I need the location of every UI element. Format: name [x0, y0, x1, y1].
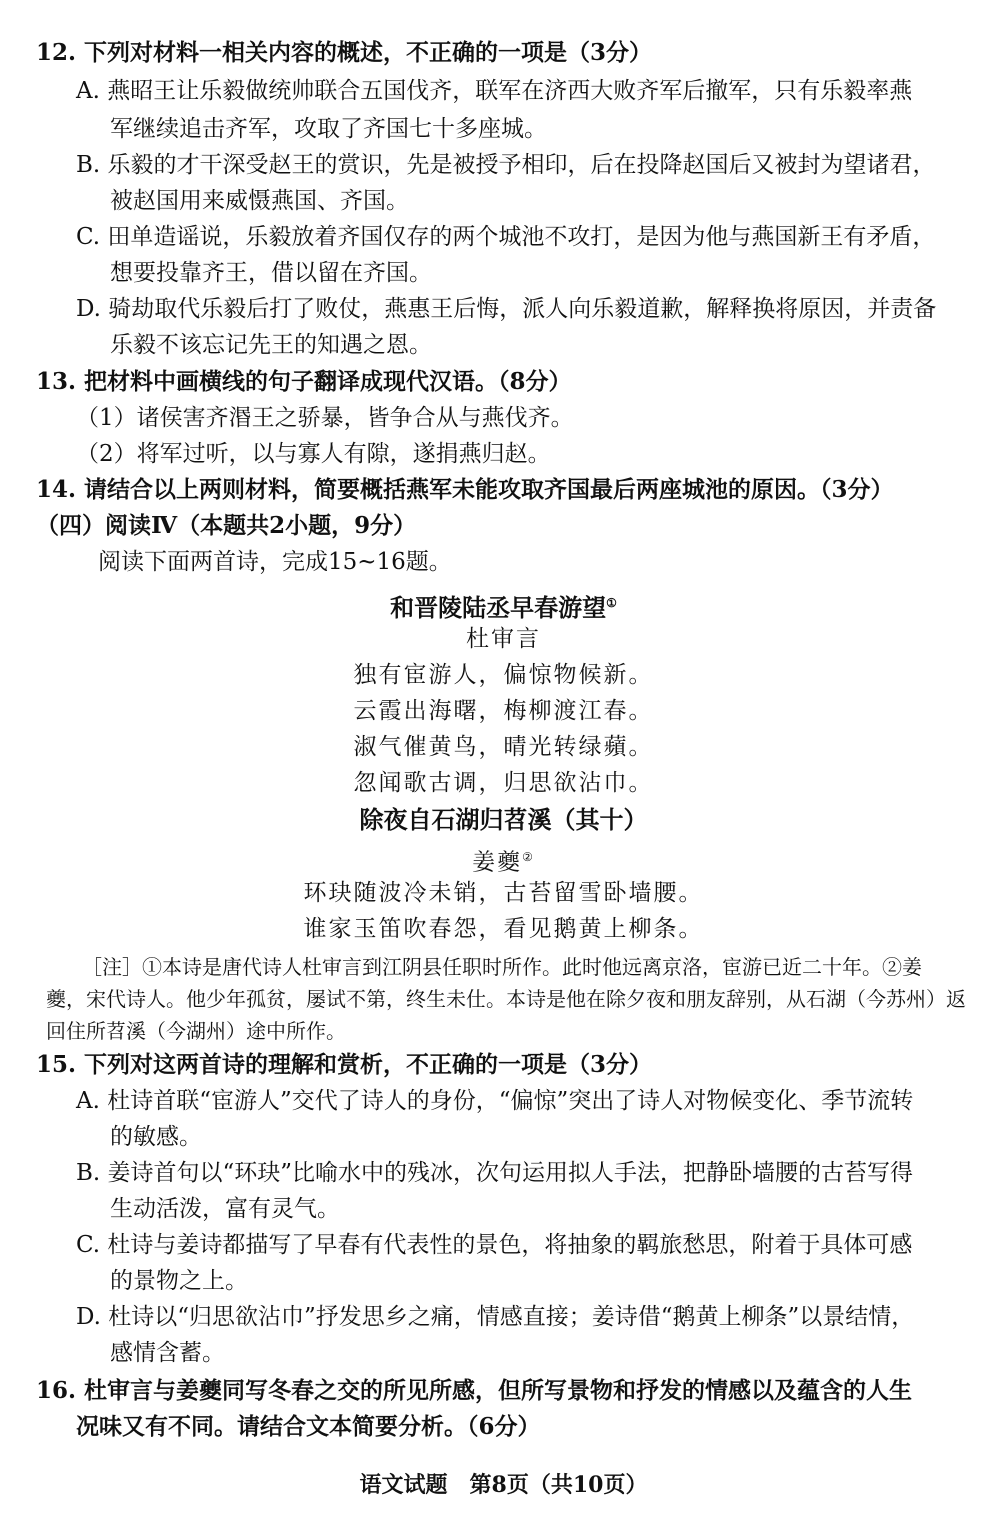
q15-option-d: D. 杜诗以“归思欲沾巾”抒发思乡之痛，情感直接；姜诗借“鹅黄上柳条”以景结情，: [76, 1304, 915, 1330]
q14-stem: 14. 请结合以上两则材料，简要概括燕军未能攻取齐国最后两座城池的原因。（3分）: [36, 476, 894, 503]
q15-option-c-cont: 的景物之上。: [110, 1268, 248, 1294]
q15-option-c: C. 杜诗与姜诗都描写了早春有代表性的景色，将抽象的羁旅愁思，附着于具体可感: [76, 1232, 913, 1258]
poem1-title-line: [0, 588, 1007, 623]
q15-option-b-cont: 生动活泼，富有灵气。: [110, 1196, 340, 1222]
q12-option-b-cont: 被赵国用来威慑燕国、齐国。: [110, 188, 409, 214]
note-line-1: ［注］①本诗是唐代诗人杜审言到江阴县任职时所作。此时他远离京洛，宦游已近二十年。②姜: [82, 955, 922, 979]
q15-option-d-cont: 感情含蓄。: [110, 1340, 225, 1366]
q13-sentence-1: （1）诸侯害齐湣王之骄暴，皆争合从与燕伐齐。: [76, 405, 574, 431]
q15-option-b: B. 姜诗首句以“环玦”比喻水中的残冰，次句运用拟人手法，把静卧墙腰的古苔写得: [76, 1160, 914, 1186]
poem2-author-line: [0, 842, 1007, 878]
q12-option-c: C. 田单造谣说，乐毅放着齐国仅存的两个城池不攻打，是因为他与燕国新王有矛盾，: [76, 224, 936, 250]
section-instruction: 阅读下面两首诗，完成15~16题。: [98, 549, 452, 575]
poem2-line-1: 环玦随波冷未销，古苔留雪卧墙腰。: [303, 880, 704, 906]
q12-option-d: D. 骑劫取代乐毅后打了败仗，燕惠王后悔，派人向乐毅道歉，解释换将原因，并责备: [76, 296, 937, 322]
page-footer: 语文试题 第8页（共10页）: [359, 1472, 648, 1498]
poem2-line-2: 谁家玉笛吹春怨，看见鹅黄上柳条。: [303, 916, 704, 942]
q12-stem: 12. 下列对材料一相关内容的概述，不正确的一项是（3分）: [36, 39, 653, 66]
q12-option-c-cont: 想要投靠齐王，借以留在齐国。: [110, 260, 432, 286]
q13-sentence-2: （2）将军过听，以与寡人有隙，遂捐燕归赵。: [76, 441, 551, 467]
q16-stem: 16. 杜审言与姜夔同写冬春之交的所见所感，但所写景物和抒发的情感以及蕴含的人生: [36, 1377, 913, 1404]
poem2-note-mark: ②: [522, 850, 535, 864]
q12-option-a: A. 燕昭王让乐毅做统帅联合五国伐齐，联军在济西大败齐军后撤军，只有乐毅率燕: [76, 78, 913, 104]
q12-option-b: B. 乐毅的才干深受赵王的赏识，先是被授予相印，后在投降赵国后又被封为望诸君，: [76, 152, 936, 178]
poem1-line-3: 淑气催黄鸟，晴光转绿蘋。: [353, 734, 654, 760]
note-line-3: 回住所苕溪（今湖州）途中所作。: [46, 1019, 346, 1043]
q12-option-a-cont: 军继续追击齐军，攻取了齐国七十多座城。: [110, 116, 547, 142]
poem2-title: 除夜自石湖归苕溪（其十）: [359, 805, 648, 834]
q15-option-a: A. 杜诗首联“宦游人”交代了诗人的身份，“偏惊”突出了诗人对物候变化、季节流转: [76, 1088, 914, 1114]
q16-stem-cont: 况味又有不同。请结合文本简要分析。（6分）: [76, 1413, 541, 1440]
q12-option-d-cont: 乐毅不该忘记先王的知遇之恩。: [110, 332, 432, 358]
q13-stem: 13. 把材料中画横线的句子翻译成现代汉语。（8分）: [36, 368, 572, 395]
poem2-author: 姜夔: [472, 849, 523, 876]
poem1-note-mark: ①: [606, 596, 617, 610]
poem1-line-1: 独有宦游人，偏惊物候新。: [353, 662, 654, 688]
poem1-line-4: 忽闻歌古调，归思欲沾巾。: [353, 770, 654, 796]
q15-stem: 15. 下列对这两首诗的理解和赏析，不正确的一项是（3分）: [36, 1051, 653, 1078]
note-line-2: 夔，宋代诗人。他少年孤贫，屡试不第，终生未仕。本诗是他在除夕夜和朋友辞别，从石湖（今苏州）返: [46, 987, 966, 1011]
poem1-author: 杜审言: [466, 626, 541, 652]
section-heading: （四）阅读Ⅳ（本题共2小题，9分）: [36, 512, 417, 539]
q15-option-a-cont: 的敏感。: [110, 1124, 202, 1150]
poem1-title: 和晋陵陆丞早春游望: [390, 593, 607, 622]
poem1-line-2: 云霞出海曙，梅柳渡江春。: [353, 698, 654, 724]
